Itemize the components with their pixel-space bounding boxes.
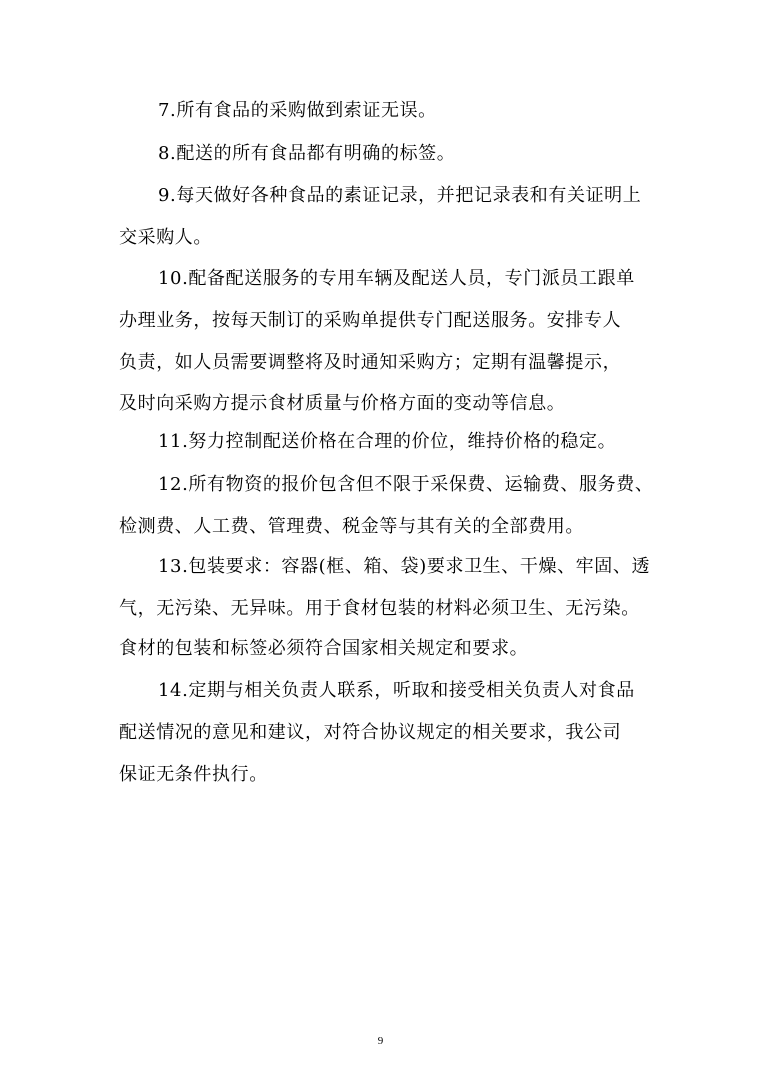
text-line: 8.配送的所有食品都有明确的标签。 xyxy=(158,143,456,164)
page-number: 9 xyxy=(377,1035,384,1047)
text-line: 9.每天做好各种食品的素证记录，并把记录表和有关证明上 xyxy=(158,185,642,206)
text-line: 配送情况的意见和建议，对符合协议规定的相关要求，我公司 xyxy=(119,722,622,743)
text-line: 负责，如人员需要调整将及时通知采购方；定期有温馨提示， xyxy=(119,352,622,373)
text-line: 12.所有物资的报价包含但不限于采保费、运输费、服务费、 xyxy=(158,474,654,495)
text-line: 13.包装要求：容器(框、箱、袋)要求卫生、干燥、牢固、透 xyxy=(158,556,651,577)
text-line: 办理业务，按每天制订的采购单提供专门配送服务。安排专人 xyxy=(119,310,622,331)
text-line: 11.努力控制配送价格在合理的价位，维持价格的稳定。 xyxy=(158,431,617,452)
text-line: 10.配备配送服务的专用车辆及配送人员，专门派员工跟单 xyxy=(158,268,635,289)
text-line: 及时向采购方提示食材质量与价格方面的变动等信息。 xyxy=(119,393,566,414)
text-line: 保证无条件执行。 xyxy=(119,764,268,785)
text-line: 食材的包装和标签必须符合国家相关规定和要求。 xyxy=(119,638,529,659)
text-line: 14.定期与相关负责人联系，听取和接受相关负责人对食品 xyxy=(158,680,635,701)
text-line: 7.所有食品的采购做到索证无误。 xyxy=(158,100,437,121)
text-line: 检测费、人工费、管理费、税金等与其有关的全部费用。 xyxy=(119,516,584,537)
text-line: 气，无污染、无异味。用于食材包装的材料必须卫生、无污染。 xyxy=(119,598,640,619)
text-line: 交采购人。 xyxy=(119,227,212,248)
